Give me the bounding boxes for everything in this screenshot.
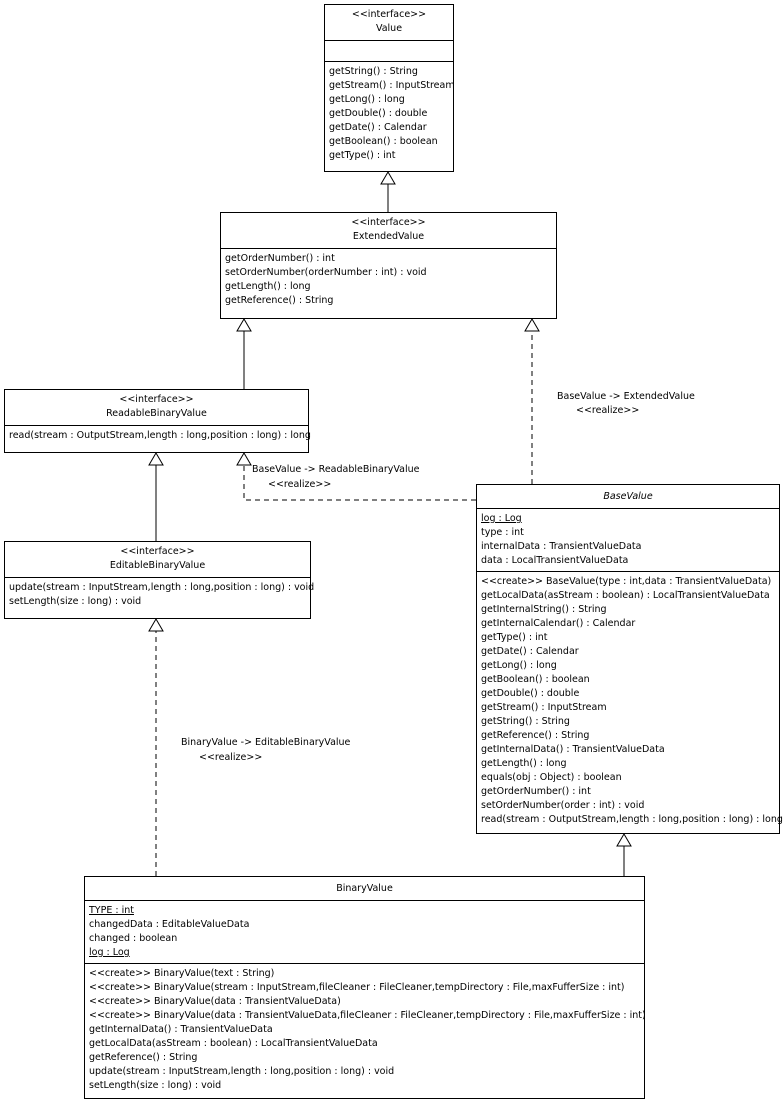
method-row: <<create>> BinaryValue(stream : InputStream,fileCleaner : FileCleaner,tempDirectory : File,maxFufferSize : int)	[89, 982, 625, 993]
class-name: Value	[375, 23, 403, 34]
attribute-row: log : Log	[89, 947, 130, 958]
stereotype-label: <<interface>>	[119, 394, 194, 405]
method-row: getType() : int	[481, 632, 548, 643]
method-row: getLength() : long	[481, 758, 567, 769]
attribute-row: log : Log	[481, 513, 522, 524]
method-row: setLength(size : long) : void	[89, 1080, 222, 1091]
class-base-value[interactable]	[476, 484, 783, 834]
method-row: getStream() : InputStream	[481, 702, 607, 713]
relation-label-binary-editable: BinaryValue -> EditableBinaryValue	[181, 737, 351, 748]
method-row: getLength() : long	[225, 281, 311, 292]
stereotype-label: <<interface>>	[351, 9, 427, 20]
relation-stereotype-base-extended: <<realize>>	[576, 405, 640, 416]
method-row: getOrderNumber() : int	[481, 786, 591, 797]
method-row: read(stream : OutputStream,length : long,position : long) : long	[9, 430, 311, 441]
method-row: getReference() : String	[89, 1052, 198, 1063]
class-name: ExtendedValue	[352, 231, 425, 242]
attribute-row: internalData : TransientValueData	[481, 541, 642, 552]
attribute-row: changedData : EditableValueData	[89, 919, 250, 930]
realization-arrowhead	[237, 453, 251, 465]
method-row: getBoolean() : boolean	[481, 674, 590, 685]
methods-section	[5, 425, 311, 446]
attributes-section	[477, 508, 779, 571]
method-row: <<create>> BinaryValue(data : TransientValueData)	[89, 996, 341, 1007]
method-row: getReference() : String	[225, 295, 334, 306]
realization-arrowhead	[149, 619, 163, 631]
method-row: setOrderNumber(order : int) : void	[481, 800, 645, 811]
methods-section	[85, 963, 644, 1096]
method-row: getInternalData() : TransientValueData	[481, 744, 665, 755]
method-row: getString() : String	[329, 66, 418, 77]
method-row: getDate() : Calendar	[481, 646, 579, 657]
method-row: read(stream : OutputStream,length : long,position : long) : long	[481, 814, 783, 825]
method-row: getDouble() : double	[329, 108, 428, 119]
method-row: getLocalData(asStream : boolean) : LocalTransientValueData	[481, 590, 770, 601]
class-extended-value[interactable]	[220, 212, 557, 319]
stereotype-label: <<interface>>	[351, 217, 426, 228]
class-name: BinaryValue	[336, 883, 393, 894]
class-binary-value[interactable]	[84, 876, 645, 1099]
class-editable-binary-value[interactable]	[4, 541, 315, 619]
method-row: <<create>> BinaryValue(data : TransientValueData,fileCleaner : FileCleaner,tempDirectory : File,maxFufferSize : int)	[89, 1010, 646, 1021]
method-row: update(stream : InputStream,length : long,position : long) : void	[89, 1066, 395, 1077]
class-readable-binary-value[interactable]	[4, 389, 309, 453]
method-row: getBoolean() : boolean	[329, 136, 438, 147]
method-row: getDouble() : double	[481, 688, 580, 699]
relation-label-base-extended: BaseValue -> ExtendedValue	[557, 391, 695, 402]
method-row: setLength(size : long) : void	[9, 596, 142, 607]
generalization-arrowhead	[149, 453, 163, 465]
method-row: setOrderNumber(orderNumber : int) : void	[225, 267, 427, 278]
stereotype-label: <<interface>>	[120, 546, 195, 557]
method-row: getOrderNumber() : int	[225, 253, 335, 264]
methods-section	[5, 577, 315, 612]
method-row: getLong() : long	[329, 94, 405, 105]
class-name: EditableBinaryValue	[109, 560, 206, 571]
method-row: <<create>> BaseValue(type : int,data : TransientValueData)	[481, 576, 772, 587]
generalization-arrowhead	[381, 172, 395, 184]
methods-section	[477, 571, 783, 830]
method-row: equals(obj : Object) : boolean	[481, 772, 622, 783]
relation-stereotype-base-readable: <<realize>>	[268, 479, 332, 490]
attributes-section	[325, 40, 453, 61]
realization-arrowhead	[525, 319, 539, 331]
method-row: getString() : String	[481, 716, 570, 727]
methods-section	[221, 248, 556, 311]
attribute-row: changed : boolean	[89, 933, 178, 944]
method-row: getInternalCalendar() : Calendar	[481, 618, 636, 629]
class-name: ReadableBinaryValue	[106, 408, 207, 419]
generalization-arrowhead	[617, 834, 631, 846]
relation-label-base-readable: BaseValue -> ReadableBinaryValue	[252, 464, 420, 475]
attribute-row: data : LocalTransientValueData	[481, 555, 629, 566]
attributes-section	[85, 900, 644, 963]
attribute-row: type : int	[481, 527, 524, 538]
generalization-arrowhead	[237, 319, 251, 331]
method-row: getStream() : InputStream	[329, 80, 455, 91]
attribute-row: TYPE : int	[89, 905, 134, 916]
method-row: <<create>> BinaryValue(text : String)	[89, 968, 275, 979]
method-row: update(stream : InputStream,length : long,position : long) : void	[9, 582, 315, 593]
method-row: getInternalString() : String	[481, 604, 607, 615]
methods-section	[325, 61, 453, 166]
class-value[interactable]	[324, 4, 454, 172]
method-row: getDate() : Calendar	[329, 122, 427, 133]
method-row: getType() : int	[329, 150, 396, 161]
method-row: getReference() : String	[481, 730, 590, 741]
method-row: getLong() : long	[481, 660, 557, 671]
method-row: getInternalData() : TransientValueData	[89, 1024, 273, 1035]
method-row: getLocalData(asStream : boolean) : LocalTransientValueData	[89, 1038, 378, 1049]
class-name: BaseValue	[603, 491, 653, 502]
relation-stereotype-binary-editable: <<realize>>	[199, 752, 263, 763]
